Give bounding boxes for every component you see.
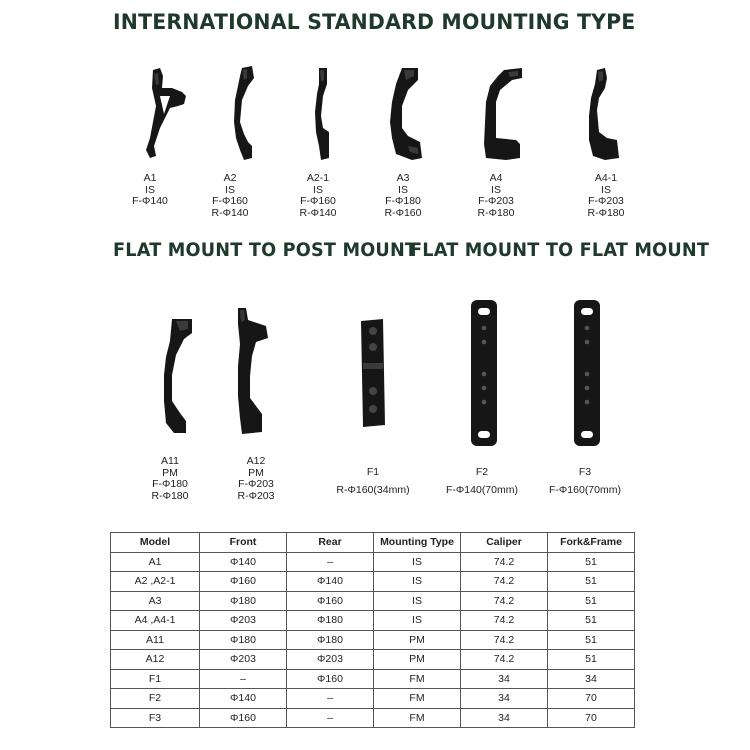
adapter-a2-1-image — [307, 66, 337, 162]
table-cell: 70 — [548, 689, 635, 709]
table-cell: F1 — [111, 669, 200, 689]
table-cell: Φ203 — [200, 650, 287, 670]
header-fork-frame: Fork&Frame — [548, 533, 635, 553]
table-cell: Φ160 — [287, 669, 374, 689]
adapter-a11-image — [158, 317, 198, 435]
table-cell: A1 — [111, 552, 200, 572]
adapter-a4-1-image — [585, 66, 625, 162]
table-cell: 51 — [548, 650, 635, 670]
table-cell: FM — [374, 708, 461, 728]
table-cell: F2 — [111, 689, 200, 709]
adapter-f2-caption: F2 F-Φ140(70mm) — [446, 466, 518, 496]
adapter-f1-image — [357, 317, 389, 429]
table-cell: A2 ,A2-1 — [111, 572, 200, 592]
adapter-f3-caption: F3 F-Φ160(70mm) — [549, 466, 621, 496]
table-cell: Φ140 — [287, 572, 374, 592]
table-cell: Φ203 — [287, 650, 374, 670]
table-cell: Φ140 — [200, 552, 287, 572]
table-cell: F3 — [111, 708, 200, 728]
header-model: Model — [111, 533, 200, 553]
table-cell: 70 — [548, 708, 635, 728]
adapter-a4-caption: A4 IS F-Φ203 R-Φ180 — [477, 172, 515, 219]
table-cell: Φ203 — [200, 611, 287, 631]
table-cell: IS — [374, 572, 461, 592]
table-row — [111, 650, 635, 670]
table-row — [111, 689, 635, 709]
table-cell: 51 — [548, 552, 635, 572]
table-cell: 51 — [548, 591, 635, 611]
table-row — [111, 572, 635, 592]
table-cell: 74.2 — [461, 630, 548, 650]
table-cell: 34 — [461, 669, 548, 689]
table-cell: FM — [374, 669, 461, 689]
table-cell: FM — [374, 689, 461, 709]
table-cell: Φ140 — [200, 689, 287, 709]
table-row — [111, 669, 635, 689]
table-row — [111, 708, 635, 728]
adapter-f2-image — [469, 298, 499, 448]
table-row — [111, 630, 635, 650]
table-cell: – — [287, 689, 374, 709]
table-header-row — [111, 533, 635, 553]
spec-table — [110, 532, 635, 728]
adapter-a2-1-caption: A2-1 IS F-Φ160 R-Φ140 — [299, 172, 337, 219]
table-cell: 34 — [548, 669, 635, 689]
heading-flat-to-post: FLAT MOUNT TO POST MOUNT — [113, 239, 418, 261]
table-cell: 74.2 — [461, 650, 548, 670]
table-cell: 34 — [461, 708, 548, 728]
adapter-a1-caption: A1 IS F-Φ140 — [132, 172, 168, 207]
table-cell: 51 — [548, 611, 635, 631]
adapter-f3-image — [572, 298, 602, 448]
header-caliper: Caliper — [461, 533, 548, 553]
table-cell: 74.2 — [461, 591, 548, 611]
table-cell: PM — [374, 630, 461, 650]
table-cell: – — [287, 552, 374, 572]
adapter-a1-image — [138, 66, 190, 162]
table-cell: Φ160 — [200, 708, 287, 728]
table-cell: IS — [374, 552, 461, 572]
adapter-a4-1-caption: A4-1 IS F-Φ203 R-Φ180 — [587, 172, 625, 219]
table-cell: Φ160 — [287, 591, 374, 611]
table-cell: 74.2 — [461, 572, 548, 592]
header-rear: Rear — [287, 533, 374, 553]
table-cell: – — [200, 669, 287, 689]
table-cell: 34 — [461, 689, 548, 709]
adapter-a2-caption: A2 IS F-Φ160 R-Φ140 — [211, 172, 249, 219]
table-cell: 74.2 — [461, 552, 548, 572]
table-row — [111, 611, 635, 631]
adapter-a11-caption: A11 PM F-Φ180 R-Φ180 — [151, 455, 189, 502]
table-cell: Φ180 — [200, 630, 287, 650]
heading-international-standard: INTERNATIONAL STANDARD MOUNTING TYPE — [113, 10, 636, 35]
table-row — [111, 552, 635, 572]
header-mounting-type: Mounting Type — [374, 533, 461, 553]
table-cell: – — [287, 708, 374, 728]
table-cell: 51 — [548, 630, 635, 650]
adapter-a12-image — [232, 306, 272, 436]
adapter-a3-caption: A3 IS F-Φ180 R-Φ160 — [384, 172, 422, 219]
adapter-a2-image — [226, 64, 266, 162]
table-cell: Φ160 — [200, 572, 287, 592]
table-cell: A11 — [111, 630, 200, 650]
table-cell: A4 ,A4-1 — [111, 611, 200, 631]
table-cell: 51 — [548, 572, 635, 592]
adapter-a3-image — [386, 66, 426, 162]
heading-flat-to-flat: FLAT MOUNT TO FLAT MOUNT — [410, 239, 710, 261]
table-cell: Φ180 — [200, 591, 287, 611]
adapter-a4-image — [482, 66, 526, 162]
adapter-f1-caption: F1 R-Φ160(34mm) — [336, 466, 410, 496]
header-front: Front — [200, 533, 287, 553]
table-cell: PM — [374, 650, 461, 670]
table-cell: A12 — [111, 650, 200, 670]
table-cell: IS — [374, 591, 461, 611]
table-cell: Φ180 — [287, 630, 374, 650]
table-cell: A3 — [111, 591, 200, 611]
table-cell: Φ180 — [287, 611, 374, 631]
table-row — [111, 591, 635, 611]
table-cell: 74.2 — [461, 611, 548, 631]
adapter-a12-caption: A12 PM F-Φ203 R-Φ203 — [237, 455, 275, 502]
table-cell: IS — [374, 611, 461, 631]
